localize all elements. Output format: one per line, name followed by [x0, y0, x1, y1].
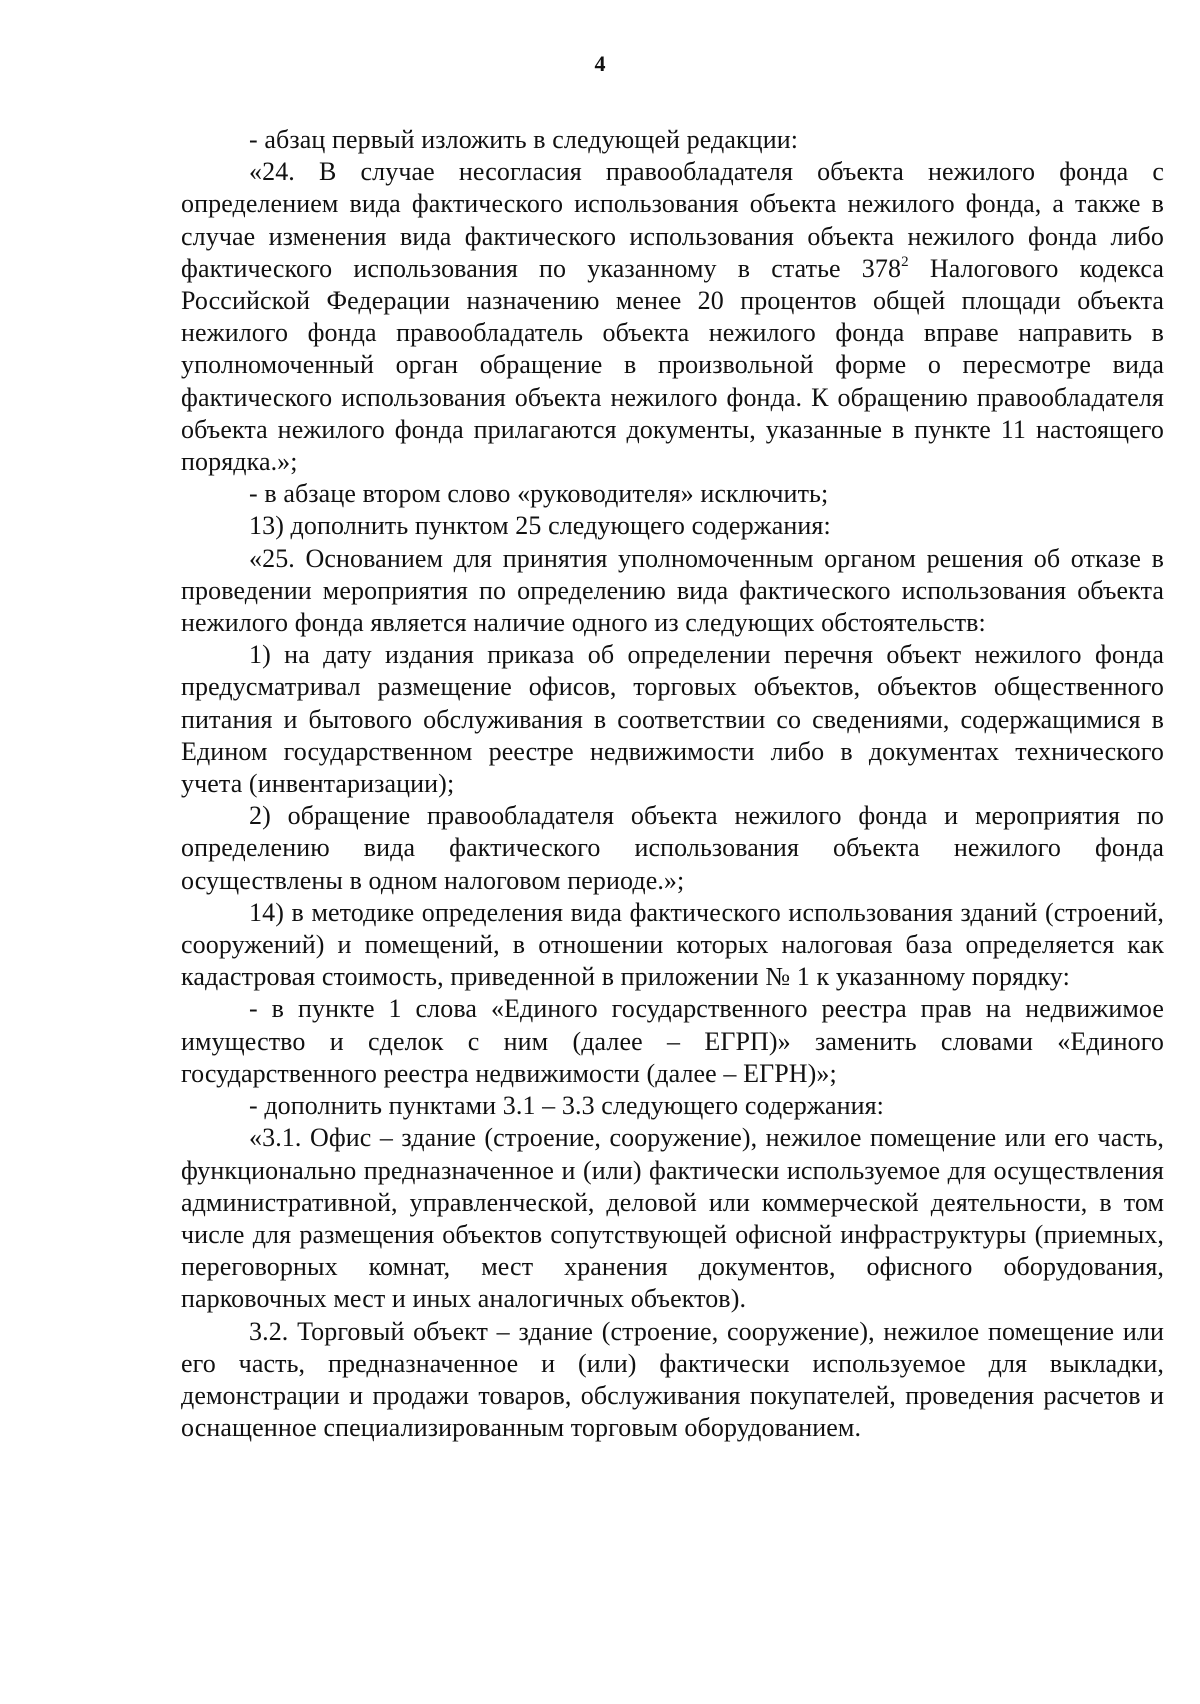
- paragraph-14-methodology: 14) в методике определения вида фактического использования зданий (строений, сооружений) и помещений, в отношении которых налоговая база определяется как кадастровая стоимость, приведенной в приложении № 1 к указанному порядку:: [181, 897, 1164, 992]
- document-body: [181, 124, 1164, 1444]
- paragraph-point-3-2-trade-object: 3.2. Торговый объект – здание (строение, сооружение), нежилое помещение или его часть, предназначенное и (или) фактически используемое для выкладки, демонстрации и продажи товаров, обслуживания покупателей, проведения расчетов и оснащенное специализированным торговым оборудованием.: [181, 1316, 1164, 1443]
- paragraph-amend-first-abzac: - абзац первый изложить в следующей редакции:: [249, 125, 799, 154]
- paragraph-point-1-replace: - в пункте 1 слова «Единого государственного реестра прав на недвижимое имущество и сделок с ним (далее – ЕГРП)» заменить словами «Единого государственного реестра недвижимости (далее – ЕГРН)»;: [181, 994, 1164, 1088]
- paragraph-exclude-word: - в абзаце втором слово «руководителя» исключить;: [249, 479, 829, 509]
- paragraph-item-25: «25. Основанием для принятия уполномоченным органом решения об отказе в проведении мероприятия по определению вида фактического использования объекта нежилого фонда является наличие одного из следующих обстоятельств:: [181, 543, 1164, 638]
- paragraph-item-24-text-a: «24. В случае несогласия правообладателя объекта нежилого фонда с определением вида фактического использования объекта нежилого фонда, а также в случае изменения вида фактического использования объекта нежилого фонда либо фактического использования по указанному в статье 378: [181, 157, 1164, 283]
- paragraph-add-points-3-1-3-3: - дополнить пунктами 3.1 – 3.3 следующего содержания:: [249, 1091, 884, 1121]
- paragraph-item-24: [181, 156, 1164, 478]
- paragraph-item-24-text-b: Налогового кодекса Российской Федерации назначению менее 20 процентов общей площади объекта нежилого фонда правообладатель объекта нежилого фонда вправе направить в уполномоченный орган обращение в произвольной форме о пересмотре вида фактического использования объекта нежилого фонда. К обращению правообладателя объекта нежилого фонда прилагаются документы, указанные в пункте 11 настоящего порядка.»;: [181, 253, 1164, 477]
- paragraph-13-add-item-25: 13) дополнить пунктом 25 следующего содержания:: [249, 511, 831, 541]
- paragraph-item-25-sub-2: 2) обращение правообладателя объекта нежилого фонда и мероприятия по определению вида фактического использования объекта нежилого фонда осуществлены в одном налоговом периоде.»;: [181, 801, 1164, 895]
- paragraph-point-3-1-office: «3.1. Офис – здание (строение, сооружение), нежилое помещение или его часть, функционально предназначенное и (или) фактически используемое для осуществления административной, управленческой, деловой или коммерческой деятельности, в том числе для размещения объектов сопутствующей офисной инфраструктуры (приемных, переговорных комнат, мест хранения документов, офисного оборудования, парковочных мест и иных аналогичных объектов).: [181, 1123, 1164, 1314]
- paragraph-item-25-sub-1: 1) на дату издания приказа об определении перечня объект нежилого фонда предусматривал размещение офисов, торговых объектов, объектов общественного питания и бытового обслуживания в соответствии со сведениями, содержащимися в Едином государственном реестре недвижимости либо в документах технического учета (инвентаризации);: [181, 640, 1164, 799]
- page-number: 4: [594, 51, 606, 76]
- article-superscript: 2: [901, 253, 909, 270]
